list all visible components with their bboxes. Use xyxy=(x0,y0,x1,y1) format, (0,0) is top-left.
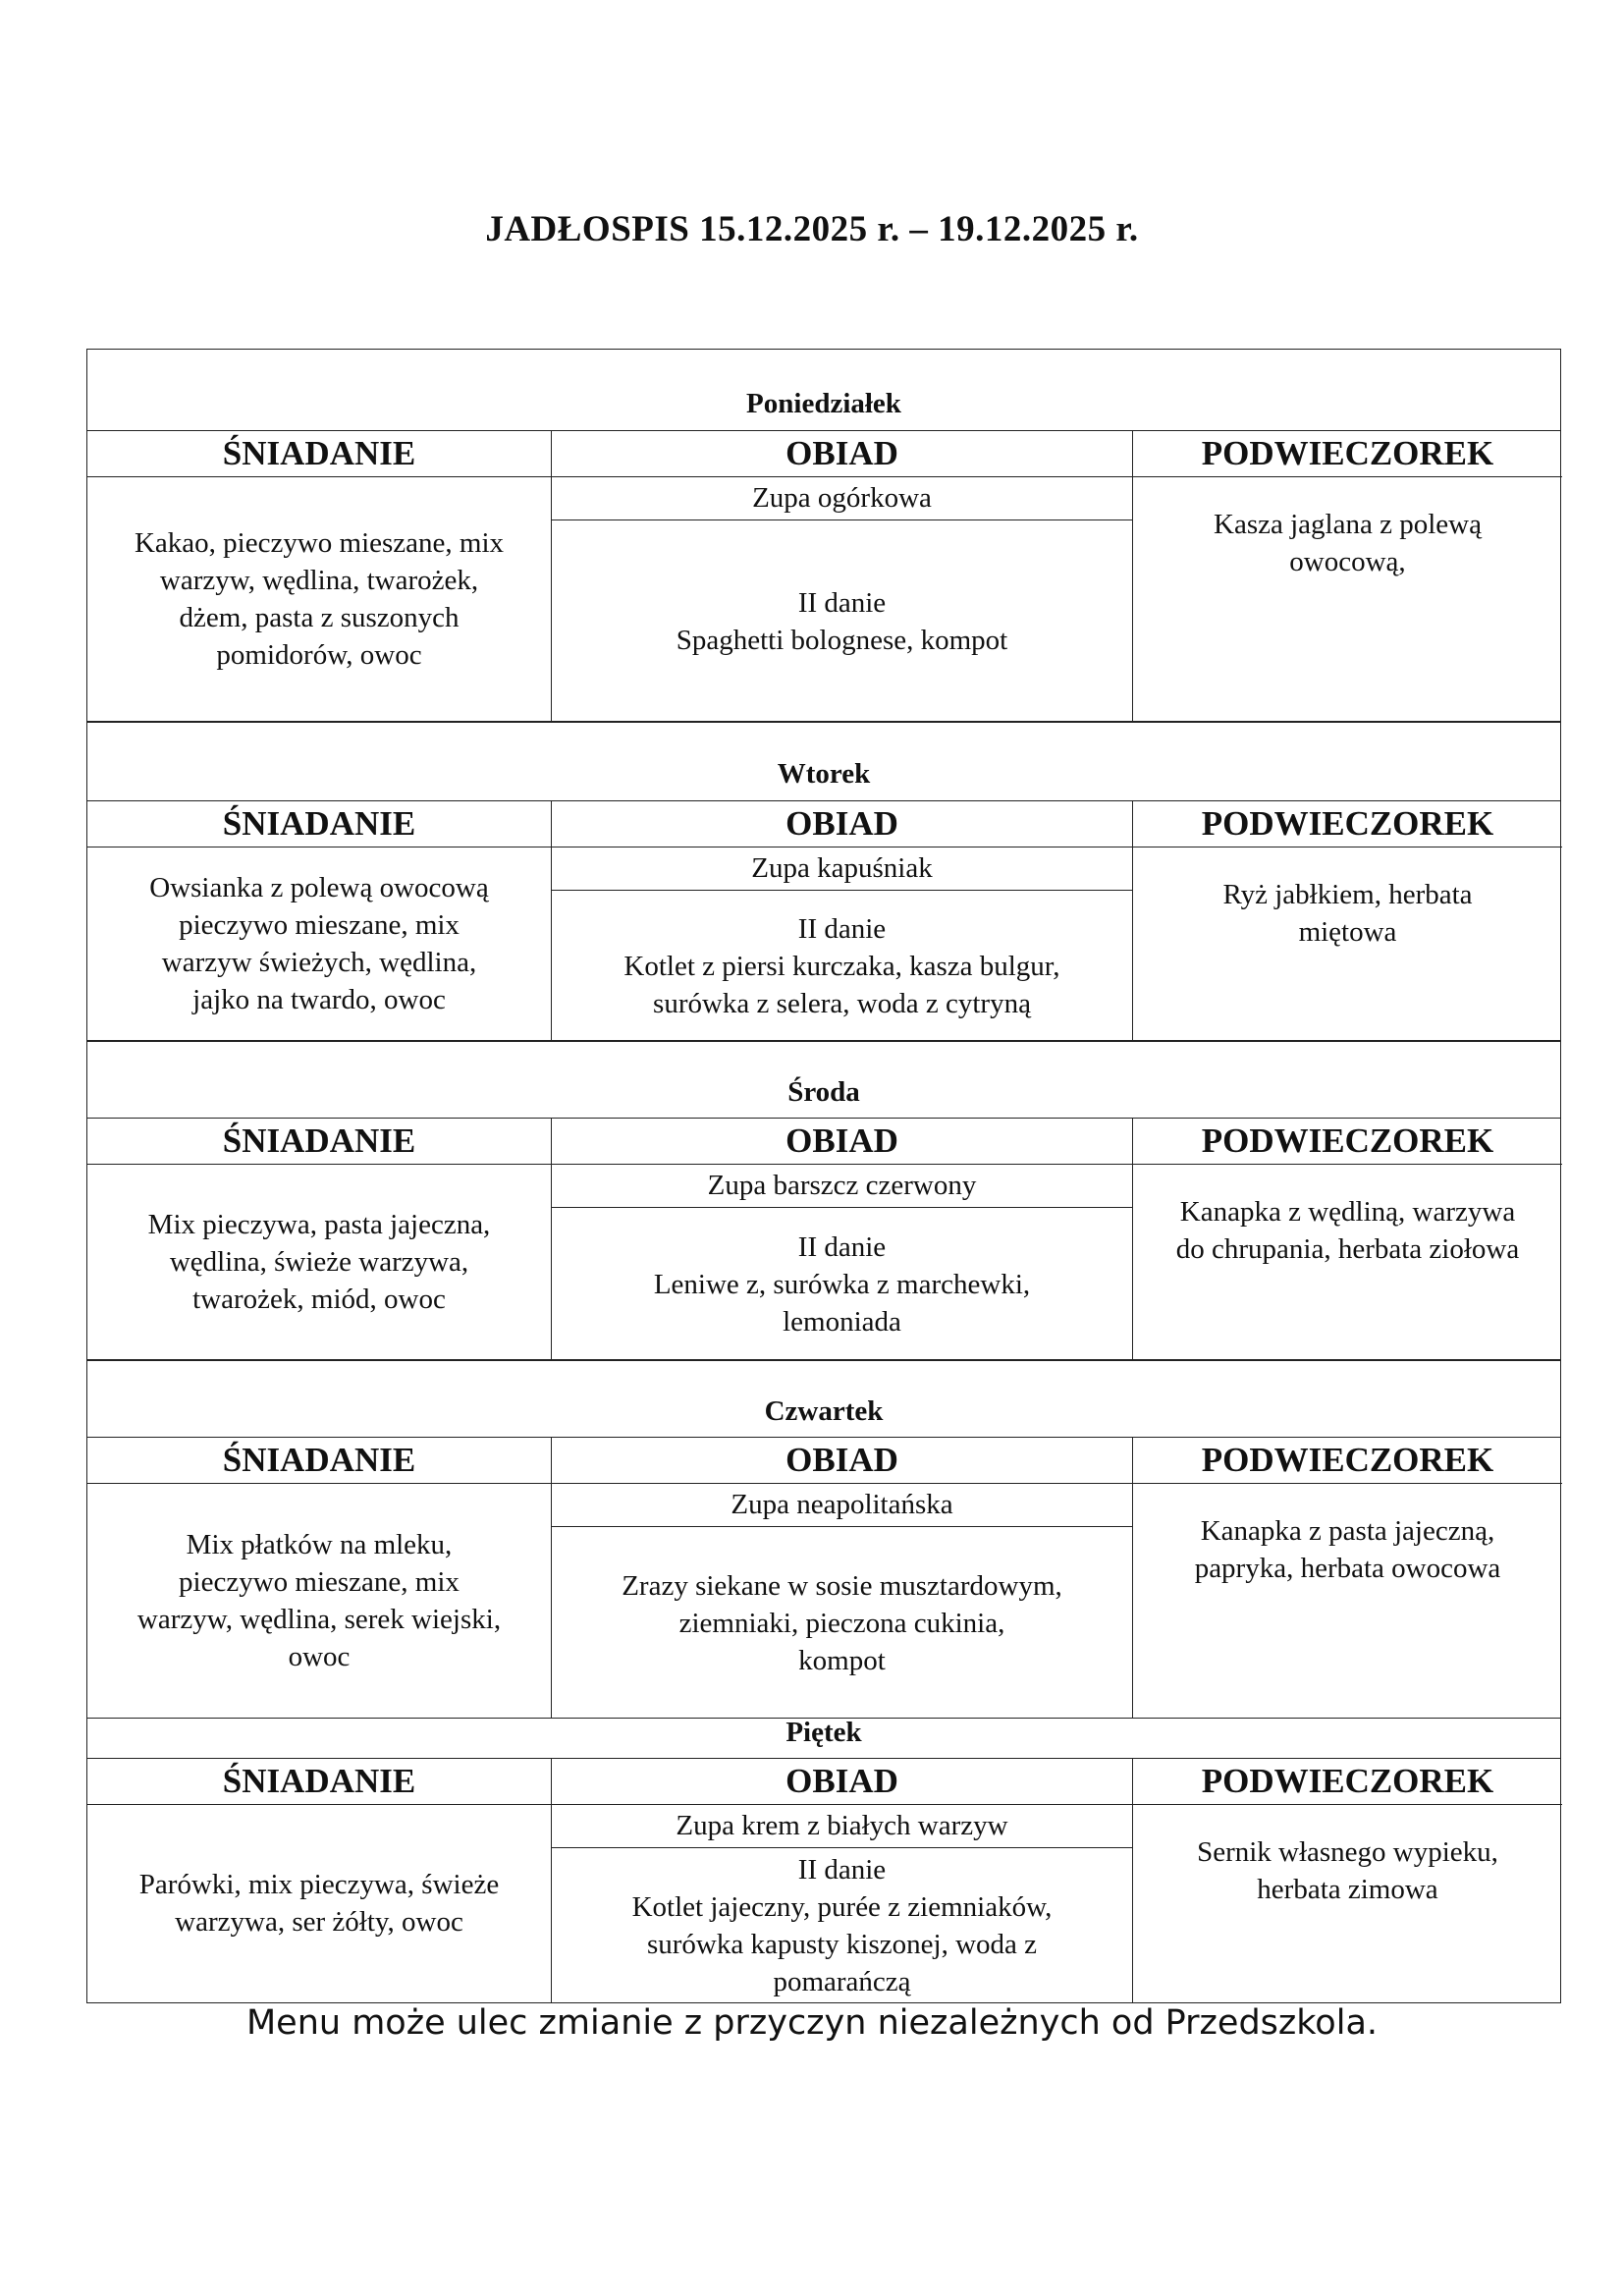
breakfast-column xyxy=(87,431,551,721)
snack-text: Sernik własnego wypieku, herbata zimowa xyxy=(1197,1836,1498,1905)
lunch-column xyxy=(551,801,1133,1040)
soup-text: Zupa ogórkowa xyxy=(552,476,1132,520)
main-dish-text: II danie Kotlet z piersi kurczaka, kasza bulgur, surówka z selera, woda z cytryną xyxy=(623,912,1060,1019)
snack-header: PODWIECZOREK xyxy=(1133,801,1562,847)
lunch-column xyxy=(551,431,1133,721)
snack-text: Kasza jaglana z polewą owocową, xyxy=(1214,509,1482,577)
day-section xyxy=(86,1360,1561,1719)
breakfast-header: ŚNIADANIE xyxy=(87,1119,551,1165)
day-section xyxy=(86,1719,1561,2003)
day-name: Poniedziałek xyxy=(746,388,901,419)
day-name: Piętek xyxy=(785,1717,862,1748)
divider xyxy=(87,1041,1560,1042)
lunch-header: OBIAD xyxy=(552,1438,1132,1484)
footer-note: Menu może ulec zmianie z przyczyn niezależnych od Przedszkola. xyxy=(245,2003,1379,2043)
page-title: JADŁOSPIS 15.12.2025 r. – 19.12.2025 r. xyxy=(485,209,1139,249)
soup-text: Zupa kapuśniak xyxy=(552,847,1132,891)
soup-text: Zupa krem z białych warzyw xyxy=(552,1804,1132,1848)
breakfast-text: Mix pieczywa, pasta jajeczna, wędlina, świeże warzywa, twarożek, miód, owoc xyxy=(147,1208,491,1315)
lunch-column xyxy=(551,1759,1133,2002)
snack-text: Kanapka z wędliną, warzywa do chrupania, herbata ziołowa xyxy=(1175,1196,1520,1265)
snack-header: PODWIECZOREK xyxy=(1133,1119,1562,1165)
main-dish-text: II danie Kotlet jajeczny, purée z ziemniaków, surówka kapusty kiszonej, woda z pomarańczą xyxy=(631,1854,1053,1997)
snack-text: Kanapka z pasta jajeczną, papryka, herbata owocowa xyxy=(1194,1515,1501,1584)
lunch-header: OBIAD xyxy=(552,801,1132,847)
day-section xyxy=(86,1041,1561,1360)
snack-header: PODWIECZOREK xyxy=(1133,431,1562,477)
lunch-header: OBIAD xyxy=(552,1119,1132,1165)
breakfast-header: ŚNIADANIE xyxy=(87,431,551,477)
breakfast-column xyxy=(87,801,551,1040)
breakfast-text: Parówki, mix pieczywa, świeże warzywa, ser żółty, owoc xyxy=(138,1869,500,1938)
breakfast-column xyxy=(87,1759,551,2002)
divider xyxy=(87,349,1560,350)
snack-header: PODWIECZOREK xyxy=(1133,1438,1562,1484)
snack-text: Ryż jabłkiem, herbata miętowa xyxy=(1222,879,1473,948)
day-name: Wtorek xyxy=(777,758,871,790)
day-name: Środa xyxy=(787,1076,860,1108)
main-dish-text: Zrazy siekane w sosie musztardowym, ziemniaki, pieczona cukinia, kompot xyxy=(622,1569,1062,1676)
divider xyxy=(87,1360,1560,1361)
divider xyxy=(87,722,1560,723)
soup-text: Zupa neapolitańska xyxy=(552,1483,1132,1527)
day-name: Czwartek xyxy=(764,1395,884,1427)
meal-grid xyxy=(87,430,1560,722)
breakfast-header: ŚNIADANIE xyxy=(87,801,551,847)
main-dish-text: II danie Spaghetti bolognese, kompot xyxy=(676,586,1008,656)
breakfast-header: ŚNIADANIE xyxy=(87,1759,551,1805)
meal-grid xyxy=(87,1758,1560,2003)
breakfast-column xyxy=(87,1438,551,1718)
soup-text: Zupa barszcz czerwony xyxy=(552,1164,1132,1208)
breakfast-text: Mix płatków na mleku, pieczywo mieszane, mix warzyw, wędlina, serek wiejski, owoc xyxy=(136,1528,502,1672)
breakfast-text: Kakao, pieczywo mieszane, mix warzyw, wędlina, twarożek, dżem, pasta z suszonych pomidorów, owoc xyxy=(134,526,505,671)
day-section xyxy=(86,349,1561,722)
day-section xyxy=(86,722,1561,1041)
snack-header: PODWIECZOREK xyxy=(1133,1759,1562,1805)
meal-grid xyxy=(87,800,1560,1041)
breakfast-text: Owsianka z polewą owocową pieczywo mieszane, mix warzyw świeżych, wędlina, jajko na twardo, owoc xyxy=(149,871,489,1015)
lunch-header: OBIAD xyxy=(552,1759,1132,1805)
lunch-column xyxy=(551,1438,1133,1718)
meal-grid xyxy=(87,1437,1560,1719)
meal-grid xyxy=(87,1118,1560,1360)
snack-column xyxy=(1133,431,1562,721)
snack-column xyxy=(1133,801,1562,1040)
lunch-column xyxy=(551,1119,1133,1359)
breakfast-header: ŚNIADANIE xyxy=(87,1438,551,1484)
lunch-header: OBIAD xyxy=(552,431,1132,477)
main-dish-text: II danie Leniwe z, surówka z marchewki, lemoniada xyxy=(653,1230,1031,1338)
snack-column xyxy=(1133,1438,1562,1718)
snack-column xyxy=(1133,1759,1562,2002)
snack-column xyxy=(1133,1119,1562,1359)
breakfast-column xyxy=(87,1119,551,1359)
